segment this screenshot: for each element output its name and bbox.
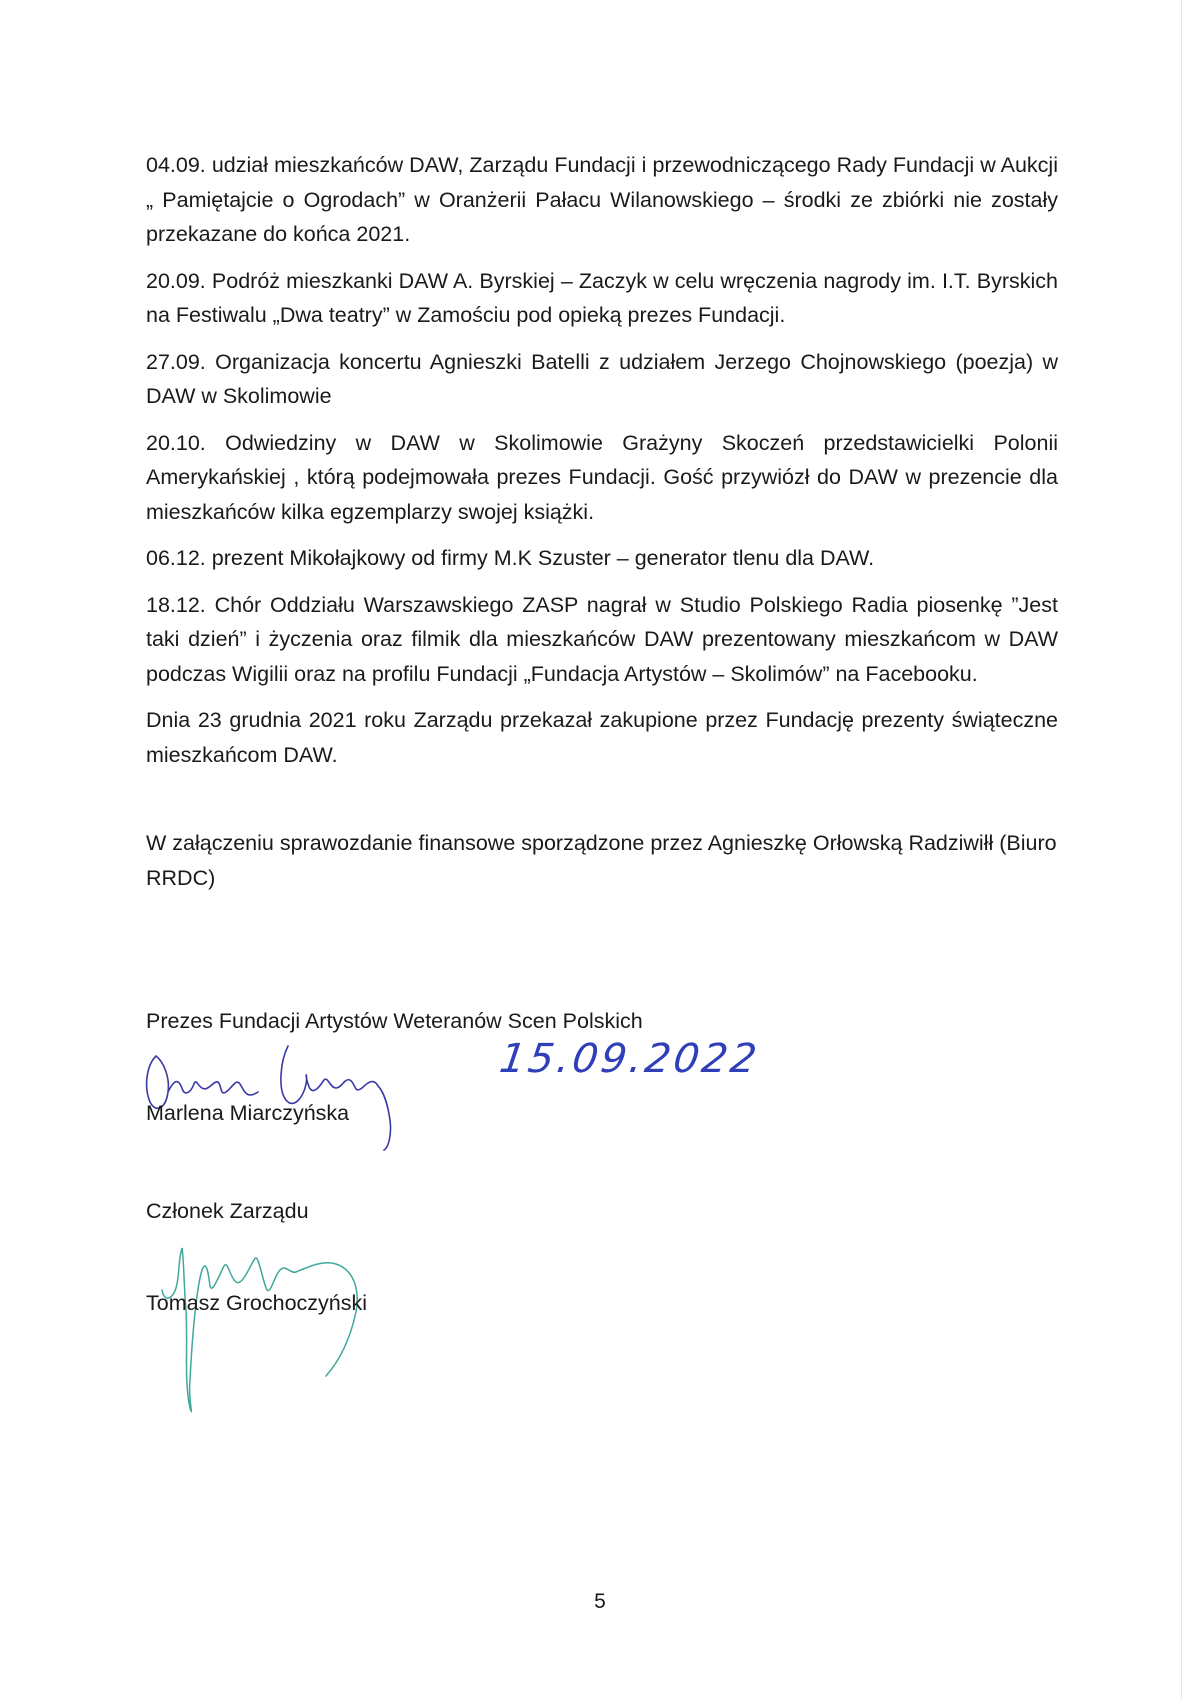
entry-04-09: 04.09. udział mieszkańców DAW, Zarządu Fundacji i przewodniczącego Rady Fundacji w Aukcji „ Pamiętajcie o Ogrodach” w Oranżerii Pałacu Wilanowskiego – środki ze zbiórki nie zostały przekazane do końca 2021. <box>146 153 1058 246</box>
president-title: Prezes Fundacji Artystów Weteranów Scen Polskich <box>146 1009 643 1033</box>
entry-20-10: 20.10. Odwiedziny w DAW w Skolimowie Grażyny Skoczeń przedstawicielki Polonii Amerykańskiej , którą podejmowała prezes Fundacji. Gość przywiózł do DAW w prezencie dla mieszkańców kilka egzemplarzy swojej książki. <box>146 430 1058 524</box>
board-name: Tomasz Grochoczyński <box>146 1291 368 1315</box>
president-handwritten-signature <box>138 1040 428 1152</box>
president-name-block <box>146 1098 349 1128</box>
board-signature-block <box>146 1196 309 1226</box>
entry-20-09: 20.09. Podróż mieszkanki DAW A. Byrskiej – Zaczyk w celu wręczenia nagrody im. I.T. Byrskich na Festiwalu „Dwa teatry” w Zamościu pod opieką prezes Fundacji. <box>146 268 1058 327</box>
entry-27-09: 27.09. Organizacja koncertu Agnieszki Batelli z udziałem Jerzego Chojnowskiego (poezja) w DAW w Skolimowie <box>146 349 1058 408</box>
board-name-block <box>146 1288 367 1318</box>
board-title: Członek Zarządu <box>146 1199 309 1223</box>
board-handwritten-signature <box>150 1230 390 1430</box>
scan-edge-line <box>1181 0 1182 1699</box>
handwritten-date: 15.09.2022 <box>496 1036 763 1082</box>
president-name: Marlena Miarczyńska <box>146 1101 350 1125</box>
entry-06-12: 06.12. prezent Mikołajkowy od firmy M.K Szuster – generator tlenu dla DAW. <box>146 546 875 570</box>
attachment-note: W załączeniu sprawozdanie finansowe sporządzone przez Agnieszkę Orłowską Radziwiłł (Biuro RRDC) <box>146 831 1057 890</box>
page-number: 5 <box>594 1590 606 1613</box>
entry-23-12-gifts: Dnia 23 grudnia 2021 roku Zarządu przekazał zakupione przez Fundację prezenty świąteczne mieszkańcom DAW. <box>146 708 1058 767</box>
president-signature-block <box>146 1006 643 1036</box>
entry-18-12: 18.12. Chór Oddziału Warszawskiego ZASP nagrał w Studio Polskiego Radia piosenkę ”Jest taki dzień” i życzenia oraz filmik dla mieszkańców DAW prezentowany mieszkańcom w DAW podczas Wigilii oraz na profilu Fundacji „Fundacja Artystów – Skolimów” na Facebooku. <box>146 592 1058 686</box>
report-entries <box>146 148 1058 772</box>
